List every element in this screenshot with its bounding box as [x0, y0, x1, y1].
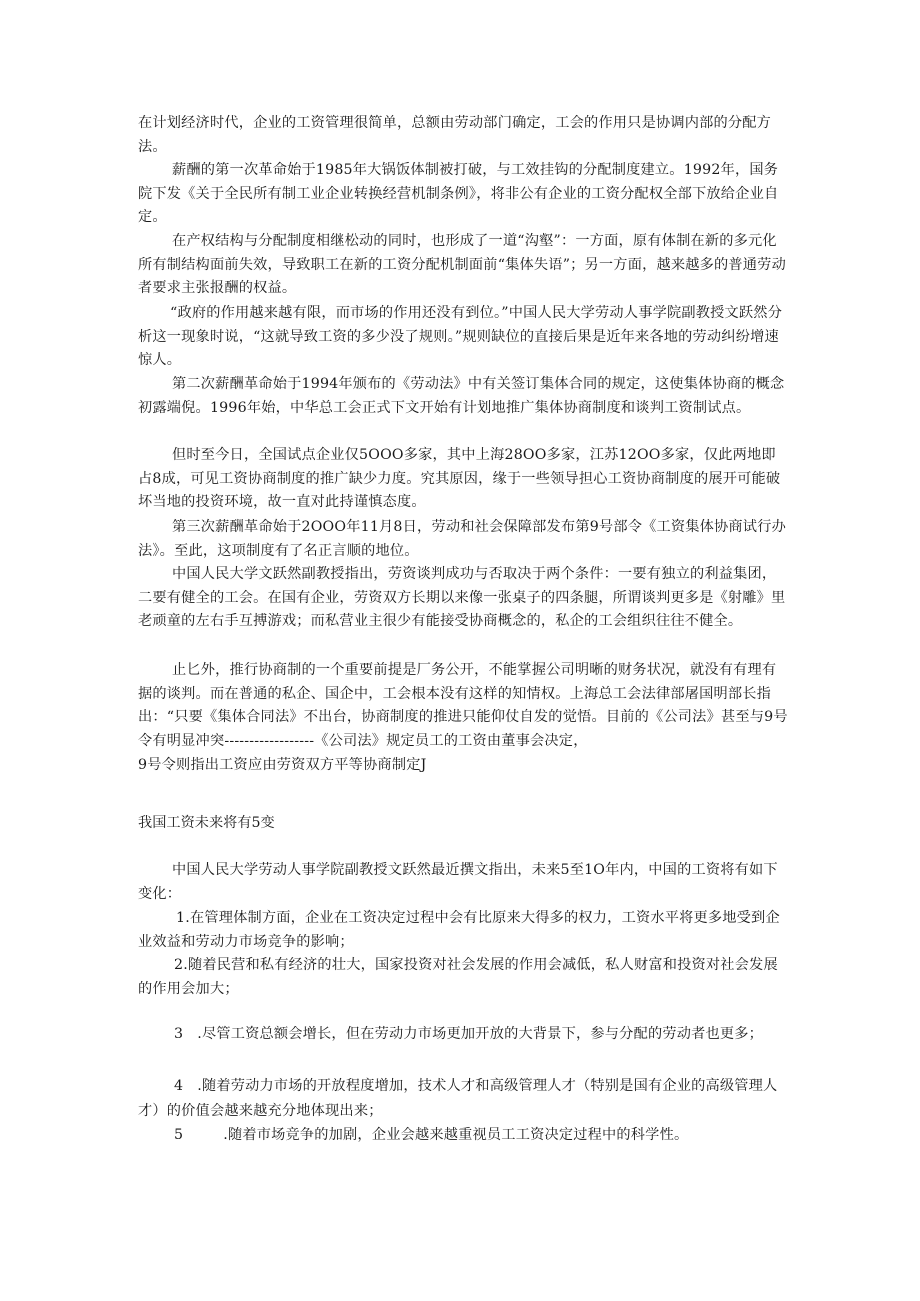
- list-text: .随着劳动力市场的开放程度增加，技术人才和高级管理人才（特别是国有企业的高级管理人才）的价值会越来越充分地体现出来；: [138, 1078, 778, 1119]
- paragraph-pilot-enterprises: 但时至今日，全国试点企业仅5OOO多家，其中上海28OO多家，江苏12OO多家，仅此两地即占8成，可见工资协商制度的推广缺少力度。究其原因，缘于一些领导担心工资协商制度的展开可能破坏当地的投资环境，故一直对此持谨慎态度。: [138, 447, 781, 511]
- paragraph-intro: 中国人民大学劳动人事学院副教授文跃然最近撰文指出，未来5至1O年内，中国的工资将有如下变化：: [138, 862, 778, 902]
- list-number: 4: [174, 1078, 184, 1094]
- paragraph-negotiation-conditions: 中国人民大学文跃然副教授指出，劳资谈判成功与否取决于两个条件：一要有独立的利益集团，二要有健全的工会。在国有企业，劳资双方长期以来像一张桌子的四条腿，所谓谈判更多是《射雕》里老顽童的左右手互搏游戏；而私营业主很少有能接受协商概念的，私企的工会组织往往不健全。: [138, 566, 786, 630]
- list-text: .尽管工资总额会增长，但在劳动力市场更加开放的大背景下，参与分配的劳动者也更多；: [197, 1026, 764, 1042]
- list-text: .在管理体制方面，企业在工资决定过程中会有比原来大得多的权力，工资水平将更多地受到企业效益和劳动力市场竞争的影响；: [138, 910, 780, 950]
- paragraph-order-nine: 9号令则指出工资应由劳资双方平等协商制定J: [138, 757, 427, 773]
- paragraph-factory-openness: 止匕外，推行协商制的一个重要前提是厂务公开，不能掌握公司明晰的财务状况，就没有有理有据的谈判。而在普通的私企、国企中，工会根本没有这样的知情权。上海总工会法律部屠国明部长指出：“只要《集体合同法》不出台，协商制度的推进只能仰仗自发的觉悟。目前的《公司法》甚至与9号令有明显冲突------------------《公司法》规定员工的工资由董事会决定，: [138, 662, 788, 749]
- list-text: .随着市场竞争的加剧，企业会越来越重视员工工资决定过程中的科学性。: [223, 1127, 689, 1143]
- list-item: [138, 1124, 788, 1148]
- paragraph-second-revolution: 第二次薪酬革命始于1994年颁布的《劳动法》中有关签订集体合同的规定，这使集体协商的概念初露端倪。1996年始，中华总工会正式下文开始有计划地推广集体协商制度和谈判工资制试点。: [138, 376, 785, 416]
- list-text: .随着民营和私有经济的壮大，国家投资对社会发展的作用会减低，私人财富和投资对社会发展的作用会加大；: [138, 957, 778, 997]
- list-item: [138, 954, 788, 1001]
- paragraph-planned-economy: 在计划经济时代，企业的工资管理很简单，总额由劳动部门确定，工会的作用只是协调内部的分配方法。: [138, 115, 772, 155]
- list-item: [138, 907, 788, 954]
- paragraph-government-role: “政府的作用越来越有限，而市场的作用还没有到位。”中国人民大学劳动人事学院副教授文跃然分析这一现象时说，“这就导致工资的多少没了规则。”规则缺位的直接后果是近年来各地的劳动纠纷增速惊人。: [138, 305, 783, 369]
- paragraph-third-revolution: 第三次薪酬革命始于2OOO年11月8日，劳动和社会保障部发布第9号部令《工资集体协商试行办法》。至此，这项制度有了名正言顺的地位。: [138, 519, 786, 559]
- list-number: 2: [174, 957, 184, 973]
- list-number: 5: [174, 1127, 184, 1143]
- section-title: 我国工资未来将有5变: [138, 815, 275, 831]
- paragraph-first-revolution: 薪酬的第一次革命始于1985年大锅饭体制被打破，与工效挂钩的分配制度建立。1992年，国务院下发《关于全民所有制工业企业转换经营机制条例》，将非公有企业的工资分配权全部下放给企业自定。: [138, 162, 779, 226]
- list-number: 1: [176, 910, 186, 926]
- paragraph-gully: 在产权结构与分配制度相继松动的同时，也形成了一道“沟壑”：一方面，原有体制在新的多元化所有制结构面前失效，导致职工在新的工资分配机制面前“集体失语”；另一方面，越来越多的普通劳动者要求主张报酬的权益。: [138, 233, 786, 297]
- list-number: 3: [174, 1026, 184, 1042]
- list-item: [138, 1074, 788, 1124]
- list-item: [138, 1022, 788, 1047]
